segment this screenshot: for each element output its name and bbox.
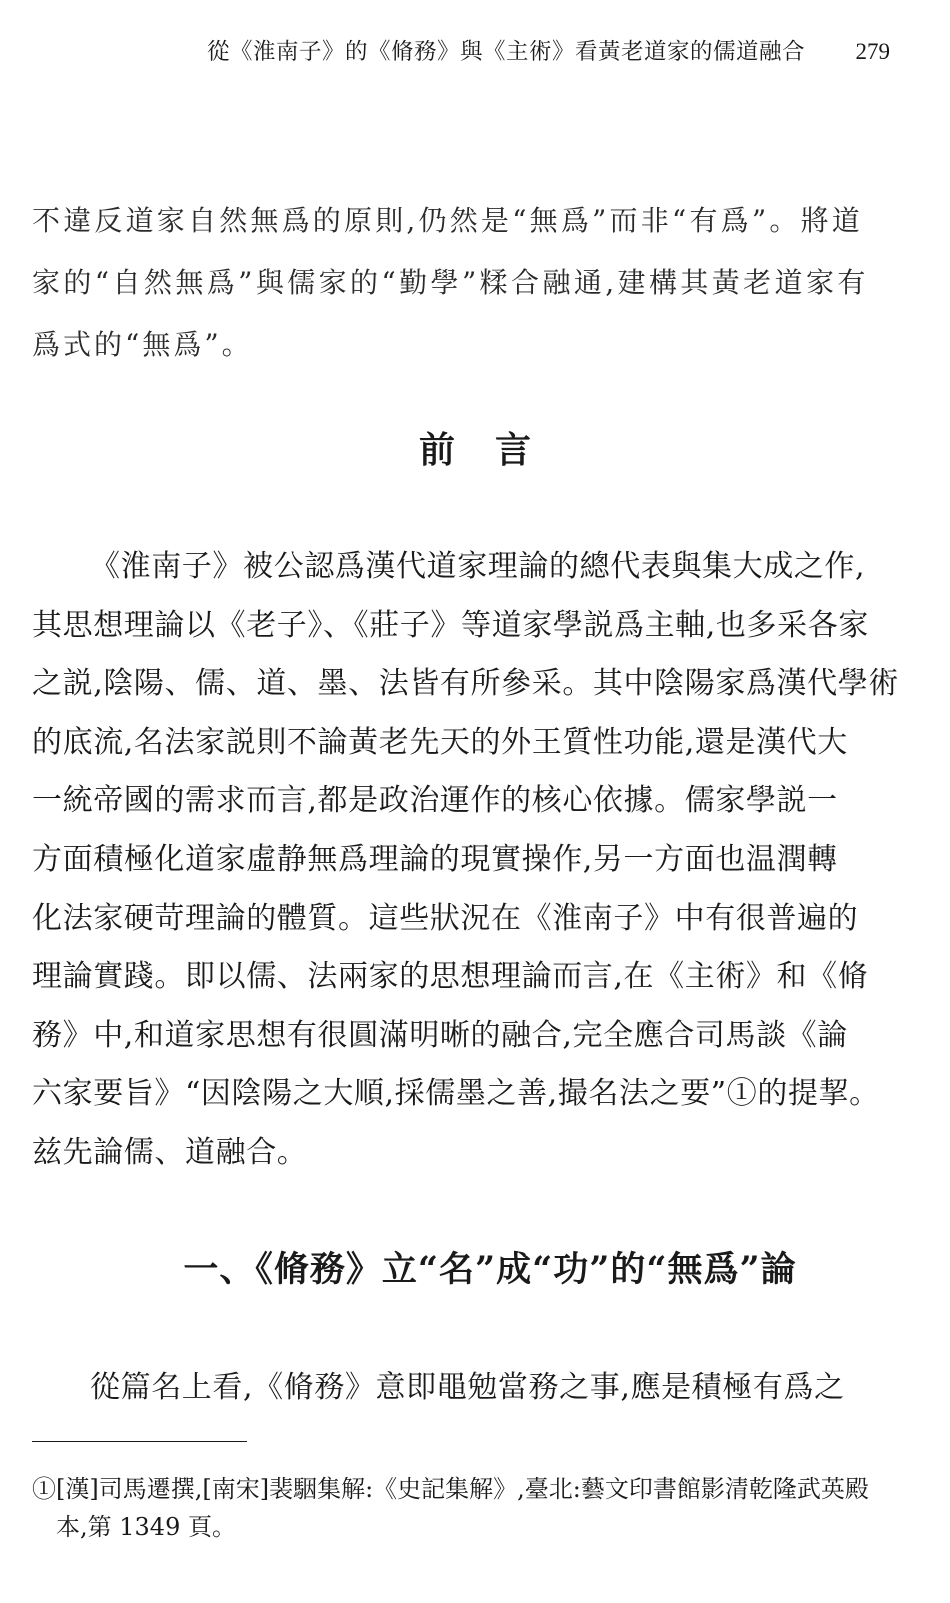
footnote-line: 本,第 1349 頁。	[56, 1513, 236, 1541]
text-line: 六家要旨》“因陰陽之大順,採儒墨之善,撮名法之要”①的提挈。	[32, 1076, 880, 1112]
text-line: 務》中,和道家思想有很圓滿明晰的融合,完全應合司馬談《論	[32, 1017, 848, 1053]
running-title: 從《淮南子》的《脩務》與《主術》看黃老道家的儒道融合	[206, 39, 805, 65]
text-line: 不違反道家自然無爲的原則,仍然是“無爲”而非“有爲”。將道	[32, 204, 863, 237]
text-line: 化法家硬苛理論的體質。這些狀況在《淮南子》中有很普遍的	[32, 900, 859, 936]
text-line: 一統帝國的需求而言,都是政治運作的核心依據。儒家學説一	[32, 783, 838, 819]
text-line: 兹先論儒、道融合。	[32, 1134, 308, 1170]
text-line: 《淮南子》被公認爲漢代道家理論的總代表與集大成之作,	[90, 549, 866, 584]
footnote-line: ①[漢]司馬遷撰,[南宋]裴駰集解:《史記集解》,臺北:藝文印書館影清乾隆武英殿	[32, 1475, 869, 1503]
running-header	[0, 34, 950, 70]
section-heading: 前言	[418, 429, 571, 471]
preface-paragraph	[32, 538, 912, 1183]
text-line: 爲式的“無爲”。	[32, 328, 253, 361]
chapter-first-line: 從篇名上看,《脩務》意即黽勉當務之事,應是積極有爲之	[90, 1370, 845, 1405]
text-line: 方面積極化道家虛静無爲理論的現實操作,另一方面也温潤轉	[32, 841, 838, 877]
text-line: 其思想理論以《老子》、《莊子》等道家學説爲主軸,也多采各家	[32, 607, 869, 643]
chapter-heading: 一、《脩務》立“名”成“功”的“無爲”論	[183, 1249, 797, 1290]
text-line: 的底流,名法家説則不論黃老先天的外王質性功能,還是漢代大	[32, 724, 848, 760]
footnote	[32, 1470, 912, 1546]
abstract-paragraph	[32, 190, 912, 376]
text-line: 家的“自然無爲”與儒家的“勤學”糅合融通,建構其黃老道家有	[32, 266, 869, 299]
page-number: 279	[855, 39, 890, 64]
text-line: 之説,陰陽、儒、道、墨、法皆有所參采。其中陰陽家爲漢代學術	[32, 666, 899, 702]
footnote-divider	[32, 1441, 247, 1442]
text-line: 理論實踐。即以儒、法兩家的思想理論而言,在《主術》和《脩	[32, 959, 869, 995]
